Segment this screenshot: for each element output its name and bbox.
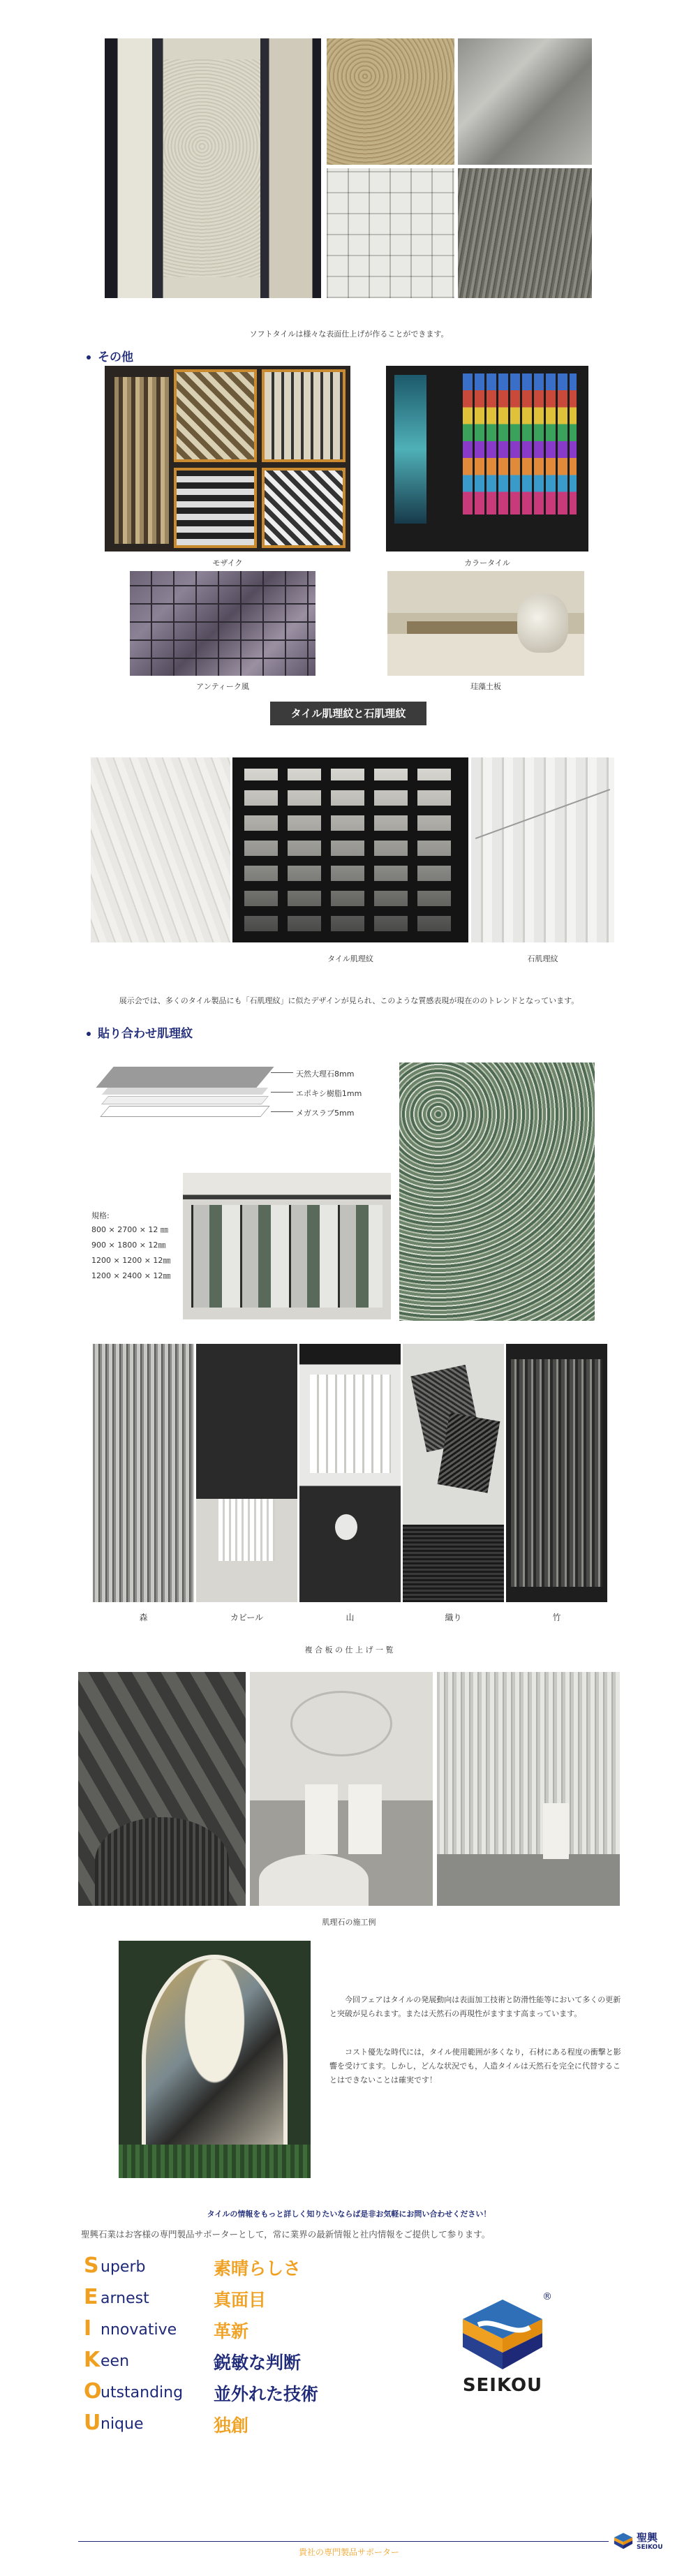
- composite-caption: 複 合 板 の 仕 上 げ 一 覧: [304, 1645, 394, 1655]
- caption-mosaic: モザイク: [212, 558, 243, 568]
- registered-mark: ®: [542, 2291, 552, 2302]
- stone-example-basin-photo: [250, 1672, 433, 1906]
- footer-logo: [613, 2529, 690, 2556]
- caption-diatomite: 珪藻土板: [470, 682, 501, 691]
- footer-brand-en: SEIKOU: [637, 2544, 663, 2551]
- tile-grain-wall-photo: [91, 757, 230, 942]
- bullet-icon: [87, 355, 91, 360]
- stone-grain-photo: [471, 757, 614, 942]
- composite-label-mountain: 山: [346, 1613, 355, 1622]
- stone-examples-caption: 肌理石の施工例: [322, 1918, 376, 1927]
- bullet-icon: [87, 1032, 91, 1036]
- caption-stone-grain: 石肌理紋: [527, 954, 558, 963]
- section-title-laminate: 貼り合わせ肌理紋: [87, 1023, 193, 1041]
- composite-label-bamboo: 竹: [552, 1613, 561, 1622]
- caption-antique: アンティーク風: [196, 682, 249, 691]
- spec-item: 900 × 1800 × 12㎜: [91, 1241, 166, 1250]
- arch-display-photo: [119, 1941, 311, 2178]
- footer-tagline: 貴社の専門製品サポーター: [298, 2547, 399, 2557]
- company-intro: 聖興石業はお客様の専門製品サポーターとして，常に業界の最新情報と社内情報をご提供して参ります。: [81, 2229, 491, 2240]
- composite-board-weave-photo: [403, 1344, 504, 1602]
- logo-text: SEIKOU: [462, 2375, 543, 2396]
- spec-item: 1200 × 2400 × 12㎜: [91, 1271, 171, 1280]
- acronym-list: S uperb 素晴らしさ E arnest 真面目 I nnovative 革新 K een 鋭敏な判断 O utstanding 並外れた技術 U nique 独創: [84, 2253, 319, 2436]
- composite-board-kabir-photo: [196, 1344, 297, 1602]
- fair-paragraph-1: 今回フェアはタイルの発展動向は表面加工技術と防滑性能等において多くの更新と突破が見られます。または天然石の再現性がますます高まっています。: [329, 1995, 621, 2018]
- stone-example-fluted-wall-photo: [437, 1672, 620, 1906]
- spec-label: 規格:: [91, 1211, 110, 1220]
- fair-paragraph-2: コスト優先な時代には，タイル使用範囲が多くなり，石材にある程度の衝撃と影響を受けてます。しかし，どんな状況でも，人造タイルは天然石を完全に代替することはできないことは確実です！: [329, 2048, 621, 2085]
- section-title-other: その他: [87, 347, 133, 364]
- composite-board-mountain-photo: [299, 1344, 401, 1602]
- intro-caption: ソフトタイルは様々な表面仕上げが作ることができます。: [249, 330, 449, 339]
- footer-logo-icon: [613, 2531, 634, 2551]
- composite-board-bamboo-photo: [506, 1344, 607, 1602]
- banner-text: タイル肌理紋と石肌理紋: [290, 707, 406, 720]
- rough-stone-texture-photo: [458, 38, 592, 165]
- diatomite-board-photo: [387, 571, 584, 676]
- 3d-block-texture-photo: [327, 168, 454, 298]
- layer-label-marble: 天然大理石8mm: [296, 1069, 355, 1079]
- wood-grain-texture-photo: [458, 168, 592, 298]
- textured-wall-display-photo: [105, 38, 321, 298]
- layer-label-epoxy: エポキシ樹脂1mm: [296, 1089, 362, 1098]
- seikou-logo-icon: [457, 2297, 548, 2374]
- mosaic-photo: [105, 366, 350, 552]
- composite-label-kabir: カビール: [230, 1613, 264, 1622]
- composite-label-weave: 織り: [445, 1613, 462, 1622]
- tile-grain-samples-photo: [232, 757, 468, 942]
- sand-texture-photo: [327, 38, 454, 165]
- color-tile-photo: [386, 366, 588, 552]
- footer-brand-jp: 聖興: [637, 2531, 658, 2544]
- seikou-logo: [450, 2291, 555, 2401]
- composite-label-forest: 森: [139, 1613, 148, 1622]
- layer-diagram: [91, 1053, 293, 1143]
- green-stone-texture-photo: [399, 1063, 595, 1321]
- antique-tile-photo: [130, 571, 315, 676]
- grain-description: 展示会では、多くのタイル製品にも「石肌理紋」に似たデザインが見られ、このような質感表現が現在ののトレンドとなっています。: [119, 996, 579, 1005]
- caption-tile-grain: タイル肌理紋: [327, 954, 373, 963]
- composite-board-forest-photo: [93, 1344, 194, 1602]
- contact-line[interactable]: タイルの情報をもっと詳しく知りたいならば是非お気軽にお問い合わせください！: [207, 2209, 491, 2219]
- footer-divider: [78, 2541, 609, 2542]
- caption-color-tile: カラータイル: [464, 558, 510, 568]
- section-banner: [270, 702, 426, 725]
- layer-label-megaslab: メガスラブ5mm: [296, 1109, 355, 1118]
- stone-example-hexagon-photo: [78, 1672, 246, 1906]
- slab-showroom-photo: [183, 1173, 391, 1319]
- spec-item: 800 × 2700 × 12 ㎜: [91, 1225, 168, 1234]
- spec-item: 1200 × 1200 × 12㎜: [91, 1256, 171, 1265]
